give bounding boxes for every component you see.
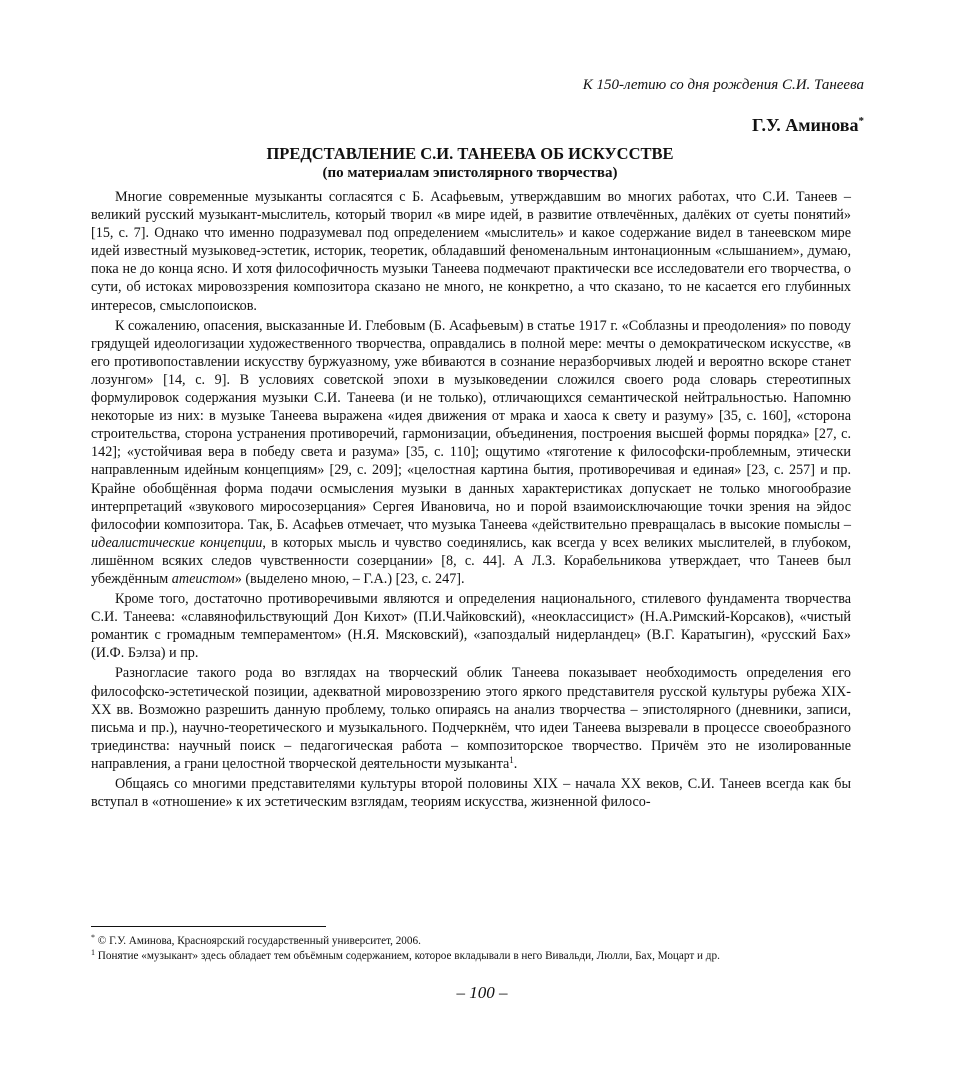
paragraph-5: Общаясь со многими представителями культуры второй половины XIX – начала XX веков, С.И. Танеев всегда как бы вступал в «отношение» к их эстетическим взглядам, теориям искусства, жизненной филосо- — [91, 776, 851, 811]
paragraph-2-text-c: » (выделено мною, – Г.А.) [23, с. 247]. — [234, 570, 465, 587]
paragraph-2-emphasis-1: идеалистические концепции — [91, 534, 263, 551]
page-number: – 100 – — [456, 983, 508, 1002]
footnote-divider — [91, 926, 326, 927]
footnote-author — [91, 934, 851, 949]
article-body — [91, 188, 851, 811]
article-subtitle: (по материалам эпистолярного творчества) — [322, 165, 618, 181]
paragraph-4: Разногласие такого рода во взглядах на творческий облик Танеева показывает необходимость определения его философско-эстетической позиции, адекватной мировоззрению этого яркого представителя русской культуры рубежа XIX-XX вв. Возможно разрешить данную проблему, только опираясь на анализ творчества – эпистолярного (дневники, записи, письма и пр.), научно-теоретического и музыкального. Подчеркнём, что идеи Танеева вызревали в процессе своеобразного триединства: научный поиск – педагогическая работа – композиторское творчество. Причём это не изолированные направления, а грани целостной творческой деятельности музыканта$^1$. — [91, 665, 851, 772]
paragraph-3: Кроме того, достаточно противоречивыми являются и определения национального, стилевого фундамента творчества С.И. Танеева: «славянофильствующий Дон Кихот» (П.И.Чайковский), «неоклассицист» (Н.А.Римский-Корсаков), «чистый романтик с громадным темпераментом» (Н.Я. Мясковский), «запоздалый нидерландец» (В.Г. Каратыгин), «русский Бах» (И.Ф. Бэлза) и пр. — [91, 591, 851, 662]
paragraph-2-text-a: К сожалению, опасения, высказанные И. Глебовым (Б. Асафьевым) в статье 1917 г. «Соблазны и преодоления» по поводу грядущей идеологизации художественного творчества, оправдались в полной мере: мечты о демократическом искусстве, «в его противопоставлении искусству буржуазному, уже вбиваются в сознание неразборчивых людей и вероятно вскоре станет лозунгом» [14, с. 9]. В условиях советской эпохи в музыковедении сложился своего рода словарь стереотипных формулировок содержания музыки С.И. Танеева (и не только), отличающихся семантической нейтральностью. Напомню некоторые из них: в музыке Танеева выражена «идея движения от мрака и хаоса к свету и разуму» [35, с. 160], «сторона строительства, сторона устранения противоречий, гармонизации, объединения, построения высшей формы порядка» [27, с. 142]; «устойчивая вера в победу света и разума» [35, с. 110]; ощутимо «тяготение к философски-проблемным, этически направленным идейным концепциям» [29, с. 209]; «целостная картина бытия, противоречивая и единая» [23, с. 257] и пр. Крайне обобщённая форма подачи осмысления музыки в данных характеристиках допускает не только многообразие интерпретаций «звукового миросозерцания» Сергея Ивановича, но и порой взаимоисключающие точки зрения на эйдос философии композитора. Так, Б. Асафьев отмечает, что музыка Танеева «действительно превращалась в высокие помыслы – — [91, 317, 851, 533]
footnotes — [91, 934, 851, 964]
author-name — [752, 110, 864, 136]
footnote-mark: * — [91, 933, 95, 942]
footnote-text: Понятие «музыкант» здесь обладает тем объёмным содержанием, которое вкладывали в него Вивальди, Люлли, Бах, Моцарт и др. — [97, 950, 720, 962]
paragraph-2-emphasis-2: атеистом — [171, 570, 235, 587]
paragraph-2 — [91, 317, 851, 588]
paragraph-4-text: Разногласие такого рода во взглядах на творческий облик Танеева показывает необходимость определения его философско-эстетической позиции, адекватной мировоззрению этого яркого представителя русской культуры рубежа XIX-XX вв. Возможно разрешить данную проблему, только опираясь на анализ творчества – эпистолярного (дневники, записи, письма и пр.), научно-теоретического и музыкального. Подчеркнём, что идеи Танеева вызревали в процессе своеобразного триединства: научный поиск – педагогическая работа – композиторское творчество. Причём это не изолированные направления, а грани целостной творческой деятельности музыканта — [91, 665, 851, 772]
article-title: ПРЕДСТАВЛЕНИЕ С.И. ТАНЕЕВА ОБ ИСКУССТВЕ — [266, 144, 674, 163]
footnote-ref-1: 1 — [509, 754, 514, 765]
author-name-text: Г.У. Аминова — [752, 115, 859, 135]
epigraph: К 150-летию со дня рождения С.И. Танеева — [582, 77, 864, 93]
footnote-mark: 1 — [91, 948, 95, 957]
footnote-text: © Г.У. Аминова, Красноярский государственный университет, 2006. — [97, 935, 421, 947]
footnote-1 — [91, 949, 851, 964]
paragraph-1: Многие современные музыканты согласятся с Б. Асафьевым, утверждавшим во многих работах, что С.И. Танеев – великий русский музыкант-мыслитель, который творил «в мире идей, в развитие отвлечённых, далёких от суеты понятий» [15, с. 7]. Однако что именно подразумевал под определением «мыслитель» и какое содержание видел в танеевском мире идей известный музыковед-эстетик, историк, теоретик, обладавший феноменальным интонационным «слышанием», думаю, пока не до конца ясно. И хотя философичность музыки Танеева подмечают практически все исследователи его творчества, о сути, об истоках мировоззрения композитора сказано не много, не конкретно, а что сказано, то не касается его глубинных интересов, смыслопоисков. — [91, 189, 851, 314]
author-footnote-mark: * — [858, 115, 864, 127]
paragraph-2-text-b: , в которых мысль и чувство соединялись, как всегда у всех великих мыслителей, в глубоком, лишённом всяких следов чувственности созерцании» [8, с. 44]. А Л.З. Корабельникова утверждает, что Танеев был убеждённым — [91, 534, 851, 587]
